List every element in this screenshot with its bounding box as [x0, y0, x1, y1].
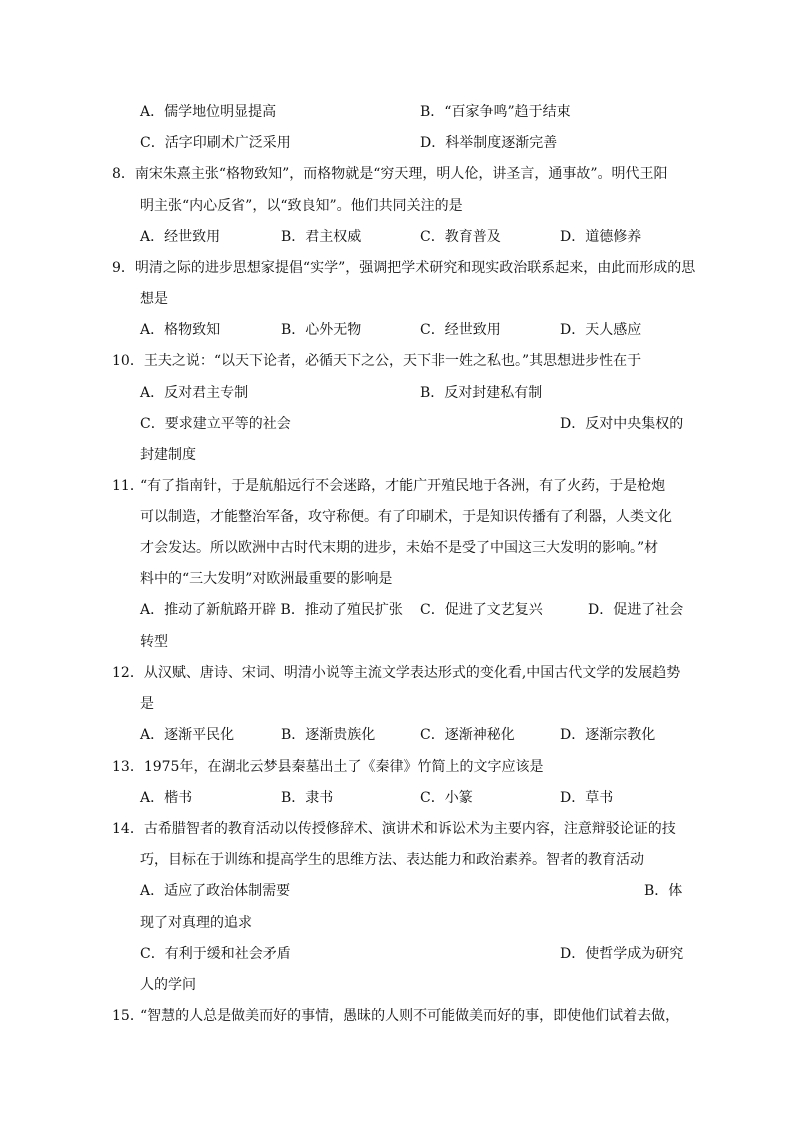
q10-stem: 10．王夫之说：“以天下论者，必循天下之公，天下非一姓之私也。”其思想进步性在于 [112, 353, 642, 369]
q8-option-b: B．君主权威 [281, 229, 362, 245]
q8-option-d: D．道德修养 [560, 229, 642, 245]
q11-options-ab: A．推动了新航路开辟 B．推动了殖民扩张 [140, 602, 403, 618]
q14-option-a: A．适应了政治体制需要 [140, 883, 291, 899]
q12-option-d: D．逐渐宗教化 [560, 727, 656, 743]
q14-stem-line2: 巧，目标在于训练和提高学生的思维方法、表达能力和政治素养。智者的教育活动 [140, 852, 644, 868]
q9-stem-line2: 想是 [140, 291, 168, 307]
q11-number: 11． [112, 478, 144, 494]
q12-stem-line1: 12．从汉赋、唐诗、宋词、明清小说等主流文学表达形式的变化看,中国古代文学的发展趋势 [112, 665, 681, 681]
q15-number: 15． [112, 1008, 144, 1024]
q12-stem-line2: 是 [140, 696, 154, 712]
q7-option-b: B．“百家争鸣”趋于结束 [420, 104, 571, 120]
q11-stem-line1: “有了指南针，于是航船远行不会迷路，才能广开殖民地于各洲，有了火药，于是枪炮 [140, 478, 666, 494]
q10-option-b: B．反对封建私有制 [420, 385, 543, 401]
q7-option-a: A．儒学地位明显提高 [140, 104, 277, 120]
q7-option-d: D．科举制度逐渐完善 [420, 135, 558, 151]
q8-option-c: C．教育普及 [420, 229, 501, 245]
q13-option-c: C．小篆 [420, 790, 473, 806]
q11-option-d: D．促进了社会 [588, 602, 684, 618]
q11-stem-line3: 才会发达。所以欧洲中古时代末期的进步，未始不是受了中国这三大发明的影响。”材 [140, 540, 659, 556]
q9-option-a: A．格物致知 [140, 322, 221, 338]
q8-stem-line2: 明主张“内心反省”，以“致良知”。他们共同关注的是 [140, 198, 463, 214]
q8-stem-line1: 8．南宋朱熹主张“格物致知”，而格物就是“穷天理，明人伦，讲圣言，通事故”。明代王阳 [112, 166, 668, 182]
q14-option-b: B．体 [644, 883, 683, 899]
q12-option-c: C．逐渐神秘化 [420, 727, 515, 743]
q9-stem-line1: 9．明清之际的进步思想家提倡“实学”，强调把学术研究和现实政治联系起来，由此而形成的思 [112, 260, 696, 276]
q12-option-b: B．逐渐贵族化 [281, 727, 376, 743]
q10-option-d-continued: 封建制度 [140, 447, 196, 463]
q8-option-a: A．经世致用 [140, 229, 221, 245]
q14-option-c: C．有利于缓和社会矛盾 [140, 946, 291, 962]
q10-option-a: A．反对君主专制 [140, 385, 249, 401]
q15-stem-line1: “智慧的人总是做美而好的事情，愚昧的人则不可能做美而好的事，即使他们试着去做， [140, 1008, 680, 1024]
q13-stem: 13．1975年，在湖北云梦县秦墓出土了《秦律》竹简上的文字应该是 [112, 759, 544, 775]
q12-option-a: A．逐渐平民化 [140, 727, 235, 743]
q11-option-c: C．促进了文艺复兴 [420, 602, 543, 618]
q9-option-c: C．经世致用 [420, 322, 501, 338]
q14-stem-line1: 14．古希腊智者的教育活动以传授修辞术、演讲术和诉讼术为主要内容，注意辩驳论证的技 [112, 821, 676, 837]
q13-option-b: B．隶书 [281, 790, 334, 806]
q11-option-d-continued: 转型 [140, 634, 168, 650]
q10-option-c: C．要求建立平等的社会 [140, 416, 291, 432]
q9-option-b: B．心外无物 [281, 322, 362, 338]
q7-option-c: C．活字印刷术广泛采用 [140, 135, 291, 151]
q11-stem-line2: 可以制造，才能整治军备，攻守称便。有了印刷术，于是知识传播有了利器，人类文化 [140, 509, 672, 525]
q9-option-d: D．天人感应 [560, 322, 642, 338]
q14-option-b-continued: 现了对真理的追求 [140, 915, 252, 931]
q10-option-d: D．反对中央集权的 [560, 416, 684, 432]
q14-option-d: D．使哲学成为研究 [560, 946, 684, 962]
q14-option-d-continued: 人的学问 [140, 977, 196, 993]
q13-option-d: D．草书 [560, 790, 614, 806]
q13-option-a: A．楷书 [140, 790, 193, 806]
q11-stem-line4: 料中的“三大发明”对欧洲最重要的影响是 [140, 571, 393, 587]
